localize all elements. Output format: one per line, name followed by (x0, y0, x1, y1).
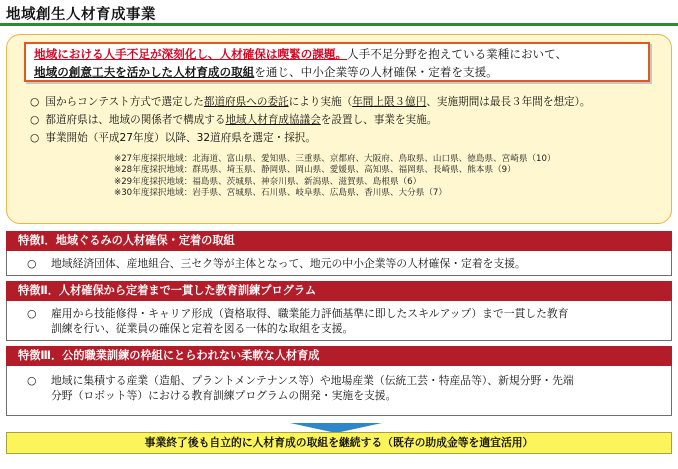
overview-bullet-2: ○ 都道府県は、地域の関係者で構成する地域人材育成協議会を設置し、事業を実施。 (30, 114, 438, 126)
lead-text-2: を通じ、中小企業等の人材確保・定着を支援。 (254, 65, 498, 79)
overview-bullet-3: ○ 事業開始（平成27年度）以降、32道府県を選定・採択。 (30, 132, 316, 144)
areas-fy27: ※27年度採択地域：北海道、富山県、愛知県、三重県、京都府、大阪府、鳥取県、山口県、徳島県、宮崎県（10） (114, 154, 556, 164)
selected-areas-list (114, 154, 556, 200)
feature-3-heading: 特徴Ⅲ．公的職業訓練の枠組にとらわれない柔軟な人材育成 (6, 346, 672, 366)
areas-fy29: ※29年度採択地域：福島県、茨城県、神奈川県、新潟県、滋賀県、島根県（6） (114, 176, 422, 187)
lead-text-1: 人手不足分野を抱えている業種において、 (347, 47, 568, 61)
overview-bullet-1: ○ 国からコンテスト方式で選定した都道府県への委託により実施（年間上限３億円、実施期間は最長３年間を想定）。 (30, 96, 591, 108)
feature-1-heading: 特徴Ⅰ．地域ぐるみの人材確保・定着の取組 (6, 231, 672, 251)
feature-3-text: 地域に集積する産業（造船、プラントメンテナンス等）や地場産業（伝統工芸・特産品等）、新規分野・先端 分野（ロボット等）における教育訓練プログラムの開発・実施を支援。 (51, 374, 574, 402)
lead-key-point: 地域の創意工夫を活かした人材育成の取組 (34, 65, 255, 79)
feature-1-text: 地域経済団体、産地組合、三セク等が主体となって、地元の中小企業等の人材確保・定着を支援。 (51, 257, 526, 270)
feature-1-body (6, 251, 672, 276)
feature-2-bullet: ○ (27, 307, 37, 320)
outcome-banner: 事業終了後も自立的に人材育成の取組を継続する（既存の助成金等を適宜活用） (6, 432, 672, 454)
feature-3-body (6, 366, 672, 416)
feature-3-bullet: ○ (27, 374, 37, 387)
page-header (0, 0, 678, 26)
feature-2-body (6, 301, 672, 341)
feature-1-bullet: ○ (27, 257, 37, 270)
feature-2-heading: 特徴Ⅱ．人材確保から定着まで一貫した教育訓練プログラム (6, 281, 672, 301)
page-title: 地域創生人材育成事業 (6, 7, 156, 23)
areas-fy28: ※28年度採択地域：群馬県、埼玉県、静岡県、岡山県、愛媛県、高知県、福岡県、長崎県、熊本県（9） (114, 165, 516, 176)
areas-fy30: ※30年度採択地域：岩手県、宮城県、石川県、岐阜県、広島県、香川県、大分県（7） (114, 188, 447, 199)
lead-issue: 地域における人手不足が深刻化し、人材確保は喫緊の課題。 (34, 47, 348, 61)
feature-2-text: 雇用から技能修得・キャリア形成（資格取得、職業能力評価基準に即したスキルアップ）まで一貫した教育 訓練を行い、従業員の確保と定着を図る一体的な取組を支援。 (51, 307, 569, 335)
title-underline (0, 23, 678, 26)
lead-statement (24, 42, 650, 82)
